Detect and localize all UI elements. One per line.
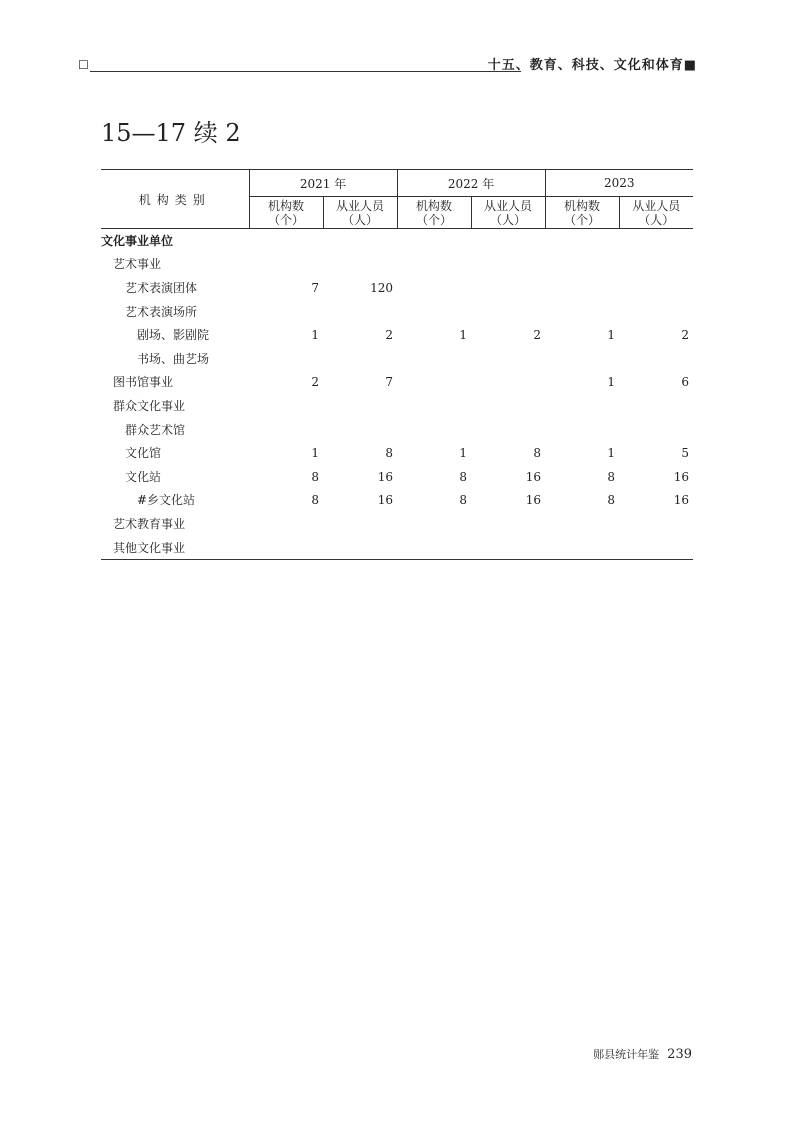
table-cell: 8 (311, 469, 319, 484)
table-cell: 8 (607, 469, 616, 484)
row-label: 文化站 (125, 469, 162, 484)
table-cell (249, 253, 323, 277)
table-cell (619, 394, 693, 418)
table-cell: 16 (377, 493, 394, 508)
table-cell (619, 536, 693, 560)
table-cell (397, 229, 471, 253)
row-label: #乡文化站 (137, 493, 196, 508)
sub-header-unit: （人） (638, 212, 675, 227)
table-cell (323, 229, 397, 253)
page-footer (593, 1046, 692, 1062)
sub-header-label: 机构数 (267, 198, 304, 213)
row-label: 书场、曲艺场 (137, 351, 210, 366)
table-row (101, 323, 693, 347)
table-cell (323, 536, 397, 560)
row-label: 其他文化事业 (101, 536, 249, 560)
table-cell (249, 536, 323, 560)
section-header: 十五、教育、科技、文化和体育■ (487, 58, 697, 73)
table-row (101, 276, 693, 300)
table-row (101, 441, 693, 465)
table-cell: 1 (311, 328, 319, 343)
table-cell (471, 300, 545, 324)
table-cell (545, 418, 619, 442)
table-cell: 8 (385, 446, 394, 461)
table-cell (545, 229, 619, 253)
table-cell: 7 (311, 280, 319, 295)
table-cell: 2 (533, 328, 542, 343)
row-label: 艺术教育事业 (113, 516, 186, 531)
table-cell (397, 276, 471, 300)
sub-header-label: 机构数 (564, 198, 601, 213)
year-header: 2021 年 (249, 170, 397, 197)
table-cell: 8 (459, 493, 468, 508)
table-row (101, 347, 693, 371)
table-cell (619, 300, 693, 324)
sub-header-unit: （个） (564, 212, 601, 227)
table-cell (619, 229, 693, 253)
table-cell (545, 512, 619, 536)
table-row (101, 536, 693, 560)
row-label: 艺术表演团体 (125, 280, 198, 295)
sub-header-unit: （个） (267, 212, 304, 227)
table-cell (545, 276, 619, 300)
table-cell (397, 371, 471, 395)
table-cell: 16 (673, 469, 690, 484)
row-label: 文化事业单位 (101, 233, 174, 248)
row-label: 群众艺术馆 (125, 422, 186, 437)
table-cell (471, 371, 545, 395)
table-row (101, 394, 693, 418)
sub-header-label: 从业人员 (336, 198, 385, 213)
table-cell (471, 253, 545, 277)
table-row (101, 418, 693, 442)
table-cell (619, 253, 693, 277)
sub-header (397, 197, 471, 229)
table-title: 15—17 续 2 (101, 119, 241, 147)
sub-header (249, 197, 323, 229)
table-cell (545, 253, 619, 277)
table-cell (397, 512, 471, 536)
sub-header-unit: （人） (342, 212, 379, 227)
sub-header-label: 机构数 (416, 198, 453, 213)
table-cell (323, 253, 397, 277)
table-cell (323, 347, 397, 371)
table-cell (619, 512, 693, 536)
sub-header (471, 197, 545, 229)
publication-name: 郧县统计年鉴 (593, 1048, 660, 1061)
table-cell (471, 536, 545, 560)
table-cell (545, 394, 619, 418)
table-cell: 1 (459, 446, 468, 461)
table-row (101, 300, 693, 324)
table-cell: 16 (673, 493, 690, 508)
table-cell: 8 (607, 493, 616, 508)
sub-header-unit: （人） (490, 212, 527, 227)
table-cell (397, 300, 471, 324)
table-cell (471, 276, 545, 300)
table-cell (397, 394, 471, 418)
table-cell: 8 (459, 469, 468, 484)
table-row (101, 371, 693, 395)
table-cell (323, 300, 397, 324)
sub-header (323, 197, 397, 229)
table-cell (249, 229, 323, 253)
table-cell (323, 512, 397, 536)
sub-header-unit: （个） (416, 212, 453, 227)
sub-header-label: 从业人员 (484, 198, 533, 213)
row-label: 艺术表演场所 (125, 304, 198, 319)
table-row (101, 465, 693, 489)
table-cell: 1 (607, 375, 616, 390)
table-cell: 1 (311, 446, 319, 461)
table-cell (249, 394, 323, 418)
table-cell (545, 536, 619, 560)
table-cell (397, 253, 471, 277)
table-cell: 1 (459, 328, 468, 343)
table-cell (249, 418, 323, 442)
table-cell (619, 418, 693, 442)
table-cell: 2 (681, 328, 690, 343)
table-cell: 2 (311, 375, 319, 390)
statistics-table (101, 169, 693, 560)
table-cell (471, 229, 545, 253)
sub-header (545, 197, 619, 229)
table-cell (471, 418, 545, 442)
table-cell: 8 (311, 493, 319, 508)
table-cell (619, 276, 693, 300)
header-rule (90, 71, 521, 72)
table-cell: 6 (681, 375, 690, 390)
table-cell (249, 300, 323, 324)
table-cell: 5 (681, 446, 690, 461)
table-cell: 16 (377, 469, 394, 484)
table-cell: 7 (385, 375, 394, 390)
table-cell: 1 (607, 328, 616, 343)
category-header: 机构类别 (101, 170, 249, 229)
table-row (101, 489, 693, 513)
table-cell (323, 394, 397, 418)
table-cell (249, 512, 323, 536)
sub-header (619, 197, 693, 229)
table-cell (545, 300, 619, 324)
sub-header-label: 从业人员 (632, 198, 681, 213)
table-cell: 16 (525, 469, 542, 484)
table-cell (619, 347, 693, 371)
table-cell (249, 347, 323, 371)
row-label: 艺术事业 (113, 257, 162, 272)
table-cell (323, 418, 397, 442)
row-label: 图书馆事业 (113, 375, 174, 390)
table-cell (397, 347, 471, 371)
year-header: 2022 年 (397, 170, 545, 197)
header-left-mark: ☐ (78, 58, 89, 72)
table-cell (397, 536, 471, 560)
table-row (101, 229, 693, 253)
row-label: 群众文化事业 (113, 398, 186, 413)
row-label: 文化馆 (125, 446, 162, 461)
table-cell: 1 (607, 446, 616, 461)
table-cell (471, 512, 545, 536)
table-cell: 120 (370, 280, 394, 295)
page-number: 239 (667, 1047, 692, 1062)
table-cell: 2 (385, 328, 394, 343)
row-label: 剧场、影剧院 (137, 328, 210, 343)
table-cell (471, 347, 545, 371)
table-cell (545, 347, 619, 371)
year-header: 2023 (545, 170, 693, 197)
table-row (101, 512, 693, 536)
table-cell (397, 418, 471, 442)
table-row (101, 253, 693, 277)
table-cell: 16 (525, 493, 542, 508)
table-cell (471, 394, 545, 418)
table-cell: 8 (533, 446, 542, 461)
